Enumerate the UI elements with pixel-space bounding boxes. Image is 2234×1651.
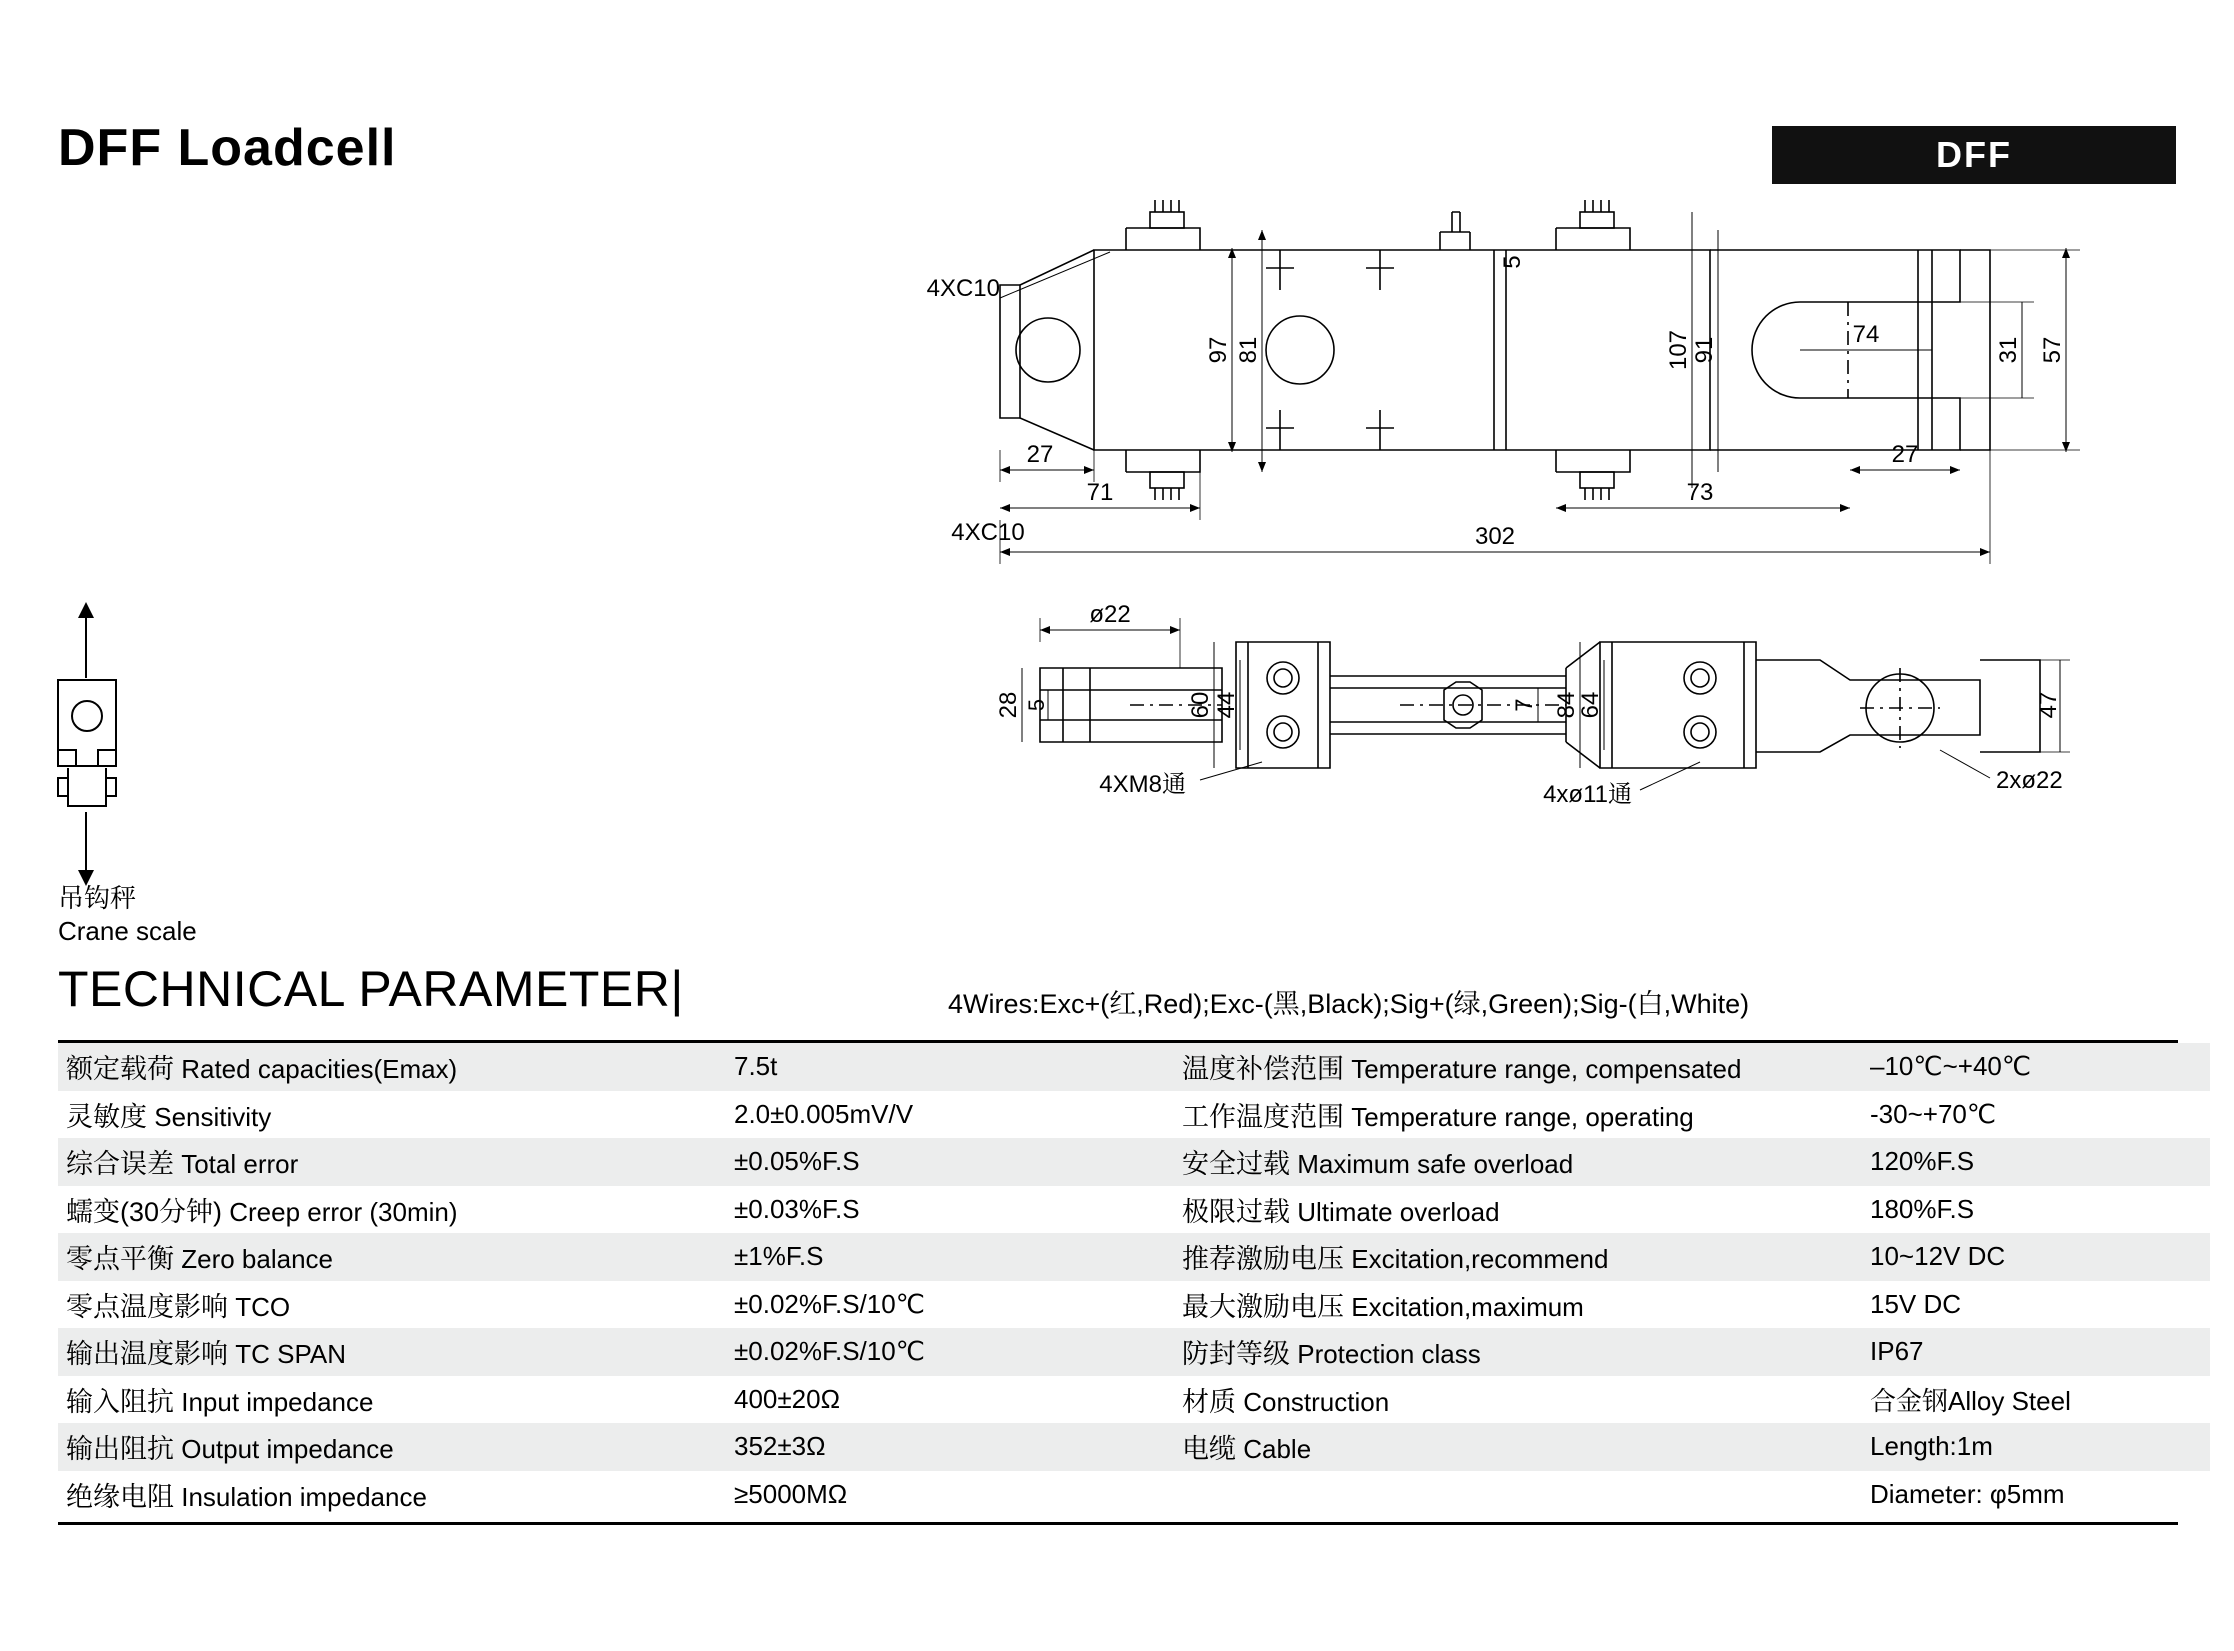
param-label-cn: 灵敏度 (66, 1101, 147, 1132)
dim-97: 97 (1205, 336, 1232, 364)
param-label-cn: 输出阻抗 (66, 1434, 174, 1465)
param-value-secondary: Diameter: φ5mm (1862, 1471, 2210, 1519)
table-row (58, 1186, 2210, 1234)
param-label (58, 1376, 726, 1424)
param-label (58, 1186, 726, 1234)
param-value-secondary: 180%F.S (1862, 1186, 2210, 1234)
table-row (58, 1471, 2210, 1519)
param-label (58, 1471, 726, 1519)
dim-4xm8: 4XM8通 (1099, 771, 1186, 798)
technical-parameter-heading (58, 960, 2178, 1024)
dim-28: 28 (995, 691, 1022, 719)
param-value-secondary: IP67 (1862, 1328, 2210, 1376)
dim-73: 73 (1686, 479, 1714, 506)
param-label-cn: 绝缘电阻 (66, 1481, 174, 1512)
dim-27-right: 27 (1891, 441, 1919, 468)
crane-scale-label-cn: 吊钩秤 (58, 883, 137, 913)
wire-color-note: 4Wires:Exc+(红,Red);Exc-(黑,Black);Sig+(绿,Green);Sig-(白,White) (948, 989, 1750, 1019)
param-label-en: Input impedance (174, 1386, 374, 1417)
dim-5: 5 (1499, 255, 1526, 269)
param-label2-cn: 温度补偿范围 (1182, 1054, 1344, 1085)
param-label2-cn: 安全过载 (1182, 1149, 1290, 1180)
param-label-en: Output impedance (174, 1434, 394, 1465)
param-label-en: Rated capacities(Emax) (174, 1054, 458, 1085)
param-value: ±1%F.S (726, 1233, 1174, 1281)
table-row (58, 1328, 2210, 1376)
param-label (58, 1091, 726, 1139)
table-bottom-rule (58, 1522, 2178, 1525)
param-label-cn: 输出温度影响 (66, 1339, 228, 1370)
param-label-secondary (1174, 1186, 1862, 1234)
param-label-cn: 额定载荷 (66, 1054, 174, 1085)
dim-107: 107 (1665, 329, 1692, 371)
param-label-cn: 输入阻抗 (66, 1386, 174, 1417)
table-row (58, 1043, 2210, 1091)
param-label2-cn: 极限过载 (1182, 1196, 1290, 1227)
page-title: DFF Loadcell (58, 119, 397, 177)
param-label-cn: 零点温度影响 (66, 1291, 228, 1322)
dim-91: 91 (1691, 336, 1718, 364)
param-label2-cn: 推荐激励电压 (1182, 1244, 1344, 1275)
dim-5-bottom: 5 (1024, 698, 1049, 712)
dim-7: 7 (1511, 698, 1538, 712)
param-value: 352±3Ω (726, 1423, 1174, 1471)
dim-4xd11: 4xø11通 (1543, 781, 1632, 808)
param-value-secondary: 120%F.S (1862, 1138, 2210, 1186)
dim-60: 60 (1187, 691, 1214, 719)
param-label-en: Insulation impedance (174, 1481, 427, 1512)
param-value-secondary: 合金钢Alloy Steel (1862, 1376, 2210, 1424)
dim-81: 81 (1235, 336, 1262, 364)
param-label (58, 1043, 726, 1091)
table-row (58, 1376, 2210, 1424)
param-label-en: Zero balance (174, 1244, 333, 1275)
crane-scale-caption (58, 882, 197, 948)
dim-2xd22: 2xø22 (1996, 767, 2063, 794)
technical-drawing (0, 190, 2234, 930)
param-value-secondary: Length:1m (1862, 1423, 2210, 1471)
page-header (0, 0, 2234, 210)
param-label (58, 1423, 726, 1471)
param-value-secondary: -30~+70℃ (1862, 1091, 2210, 1139)
param-label2-cn: 电缆 (1182, 1434, 1236, 1465)
param-label-secondary (1174, 1138, 1862, 1186)
param-label2-en: Construction (1236, 1386, 1390, 1417)
param-value: ≥5000MΩ (726, 1471, 1174, 1519)
dim-4xc10-label: 4XC10 (926, 275, 1000, 302)
table-row (58, 1281, 2210, 1329)
param-label2-en: Ultimate overload (1290, 1196, 1500, 1227)
param-label-secondary (1174, 1281, 1862, 1329)
dim-71: 71 (1086, 479, 1114, 506)
dim-84: 84 (1553, 691, 1580, 719)
param-value: 400±20Ω (726, 1376, 1174, 1424)
param-label2-cn: 工作温度范围 (1182, 1101, 1344, 1132)
param-label2-en: Protection class (1290, 1339, 1481, 1370)
specification-table (58, 1043, 2210, 1518)
dim-64: 64 (1577, 691, 1604, 719)
param-label-en: Sensitivity (147, 1101, 272, 1132)
dim-302: 302 (1474, 523, 1516, 550)
dim-47: 47 (2035, 691, 2062, 719)
param-label-cn: 零点平衡 (66, 1244, 174, 1275)
param-label2-en: Cable (1236, 1434, 1312, 1465)
param-label (58, 1328, 726, 1376)
param-label2-en: Maximum safe overload (1290, 1149, 1574, 1180)
param-value: 2.0±0.005mV/V (726, 1091, 1174, 1139)
crane-scale-label-en: Crane scale (58, 915, 197, 946)
dim-d22: ø22 (1089, 601, 1131, 628)
param-label-en: Total error (174, 1149, 299, 1180)
param-value: ±0.02%F.S/10℃ (726, 1328, 1174, 1376)
dim-74: 74 (1852, 321, 1880, 348)
param-value-secondary: 10~12V DC (1862, 1233, 2210, 1281)
param-label (58, 1233, 726, 1281)
param-label (58, 1281, 726, 1329)
param-label-secondary (1174, 1233, 1862, 1281)
param-value-secondary: 15V DC (1862, 1281, 2210, 1329)
param-value: 7.5t (726, 1043, 1174, 1091)
model-badge: DFF (1772, 126, 2176, 184)
table-row (58, 1138, 2210, 1186)
param-label2-cn: 材质 (1182, 1386, 1236, 1417)
dim-31: 31 (1995, 336, 2022, 364)
param-label-secondary (1174, 1423, 1862, 1471)
param-label2-cn: 最大激励电压 (1182, 1291, 1344, 1322)
dim-57: 57 (2039, 336, 2066, 364)
param-label2-en: Temperature range, operating (1344, 1101, 1694, 1132)
param-label-secondary (1174, 1471, 1862, 1519)
param-label-en: Creep error (30min) (222, 1196, 458, 1227)
param-value: ±0.02%F.S/10℃ (726, 1281, 1174, 1329)
table-row (58, 1091, 2210, 1139)
table-row (58, 1233, 2210, 1281)
param-label2-en: Excitation,recommend (1344, 1244, 1609, 1275)
param-label (58, 1138, 726, 1186)
param-label-en: TCO (228, 1291, 291, 1322)
dim-27-left: 27 (1026, 441, 1054, 468)
dim-44: 44 (1213, 691, 1240, 719)
param-label-cn: 蠕变(30分钟) (66, 1196, 223, 1227)
param-label-secondary (1174, 1091, 1862, 1139)
param-value-secondary: –10℃~+40℃ (1862, 1043, 2210, 1091)
param-value: ±0.03%F.S (726, 1186, 1174, 1234)
param-label-en: TC SPAN (228, 1339, 346, 1370)
param-label2-cn: 防封等级 (1182, 1339, 1290, 1370)
dim-4xc10: 4XC10 (951, 519, 1025, 546)
param-label2-en: Excitation,maximum (1344, 1291, 1584, 1322)
param-value: ±0.05%F.S (726, 1138, 1174, 1186)
table-row (58, 1423, 2210, 1471)
param-label2-en: Temperature range, compensated (1344, 1054, 1742, 1085)
tech-heading-title: TECHNICAL PARAMETER| (58, 961, 684, 1017)
param-label-secondary (1174, 1043, 1862, 1091)
param-label-secondary (1174, 1376, 1862, 1424)
param-label-secondary (1174, 1328, 1862, 1376)
param-label-cn: 综合误差 (66, 1149, 174, 1180)
